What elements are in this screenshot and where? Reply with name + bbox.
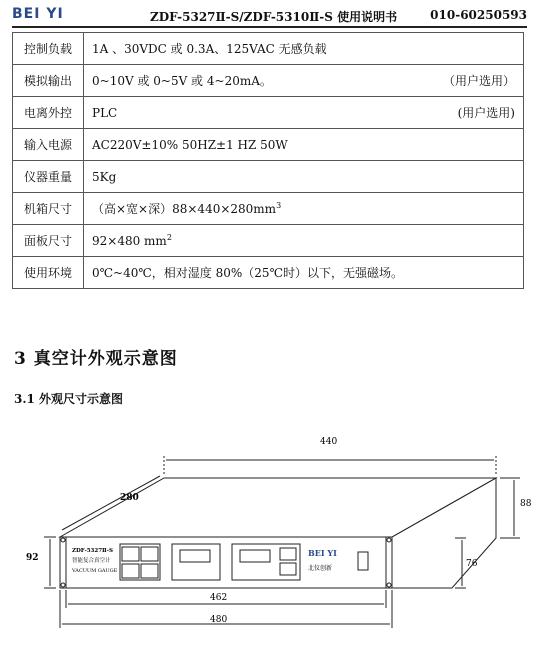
spec-row — [13, 129, 524, 161]
contact-phone: 010-60250593 — [430, 8, 527, 22]
spec-row — [13, 225, 524, 257]
subsection-heading: 3.1 外观尺寸示意图 — [14, 392, 124, 406]
dim-outer-width-label: 480 — [210, 615, 228, 625]
key-pad — [120, 544, 160, 580]
spec-value-cell — [84, 129, 524, 161]
spec-key: 控制负载 — [13, 33, 84, 65]
spec-row — [13, 97, 524, 129]
spec-key: 模拟输出 — [13, 65, 84, 97]
spec-value-cell — [84, 97, 524, 129]
spec-value — [92, 233, 172, 248]
spec-value — [92, 106, 117, 120]
brand-logo: BEI YI — [12, 6, 64, 22]
chassis-top-face — [60, 478, 496, 537]
spec-key: 面板尺寸 — [13, 225, 84, 257]
spec-value-exponent: 3 — [276, 201, 282, 210]
spec-value — [92, 170, 116, 184]
spec-note: （用户选用） — [442, 74, 515, 88]
spec-value-cell — [84, 193, 524, 225]
spec-value-cell — [84, 225, 524, 257]
spec-value — [92, 40, 327, 57]
dim-mount-height-label: 76 — [466, 559, 478, 569]
spec-row — [13, 193, 524, 225]
spec-value — [92, 72, 272, 89]
spec-key: 输入电源 — [13, 129, 84, 161]
dim-inner-width-label: 462 — [210, 593, 228, 603]
spec-value-text: 5Kg — [92, 169, 117, 184]
spec-key: 电离外控 — [13, 97, 84, 129]
spec-row — [13, 65, 524, 97]
panel-name-text: 智能复合真空计 — [72, 558, 111, 564]
spec-value-text: 92×480 mm — [92, 234, 167, 248]
spec-value-cell — [84, 257, 524, 289]
panel-brand-text: BEI YI — [308, 548, 337, 558]
chassis-side-face — [392, 478, 496, 588]
dimension-drawing — [0, 420, 537, 662]
spec-key: 仪器重量 — [13, 161, 84, 193]
dim-height-right-label: 88 — [520, 499, 532, 509]
spec-row — [13, 33, 524, 65]
spec-value-text: AC220V±10% 50HZ±1 HZ 50W — [92, 137, 288, 152]
spec-value — [92, 138, 288, 152]
spec-key: 使用环境 — [13, 257, 84, 289]
panel-model-text: ZDF-5327Ⅱ-S — [72, 548, 113, 554]
spec-value-text: 0℃~40℃，相对湿度 80%（25℃时）以下，无强磁场。 — [92, 266, 403, 280]
page-header — [0, 0, 537, 26]
spec-value-cell — [84, 65, 524, 97]
spec-value — [92, 200, 281, 217]
spec-value-cell — [84, 33, 524, 65]
document-title: ZDF-5327Ⅱ-S/ZDF-5310Ⅱ-S 使用说明书 — [150, 10, 398, 24]
spec-value-text: 0~10V 或 0~5V 或 4~20mA。 — [92, 74, 272, 88]
spec-value — [92, 264, 403, 281]
spec-value-text: （高×宽×深）88×440×280mm — [92, 202, 277, 216]
panel-subtitle-text: VACUUM GAUGE — [72, 568, 118, 574]
header-divider — [12, 26, 527, 28]
dim-depth-label: 280 — [120, 493, 139, 503]
spec-table — [12, 32, 524, 289]
spec-value-text: 1A 、30VDC 或 0.3A、125VAC 无感负载 — [92, 42, 327, 56]
dim-width-top-label: 440 — [320, 437, 338, 447]
spec-value-exponent: 2 — [166, 233, 172, 242]
panel-brand-cn-text: 北仪创新 — [308, 565, 333, 572]
spec-value-cell — [84, 161, 524, 193]
spec-key: 机箱尺寸 — [13, 193, 84, 225]
spec-note: (用户选用) — [457, 106, 515, 120]
spec-row — [13, 161, 524, 193]
power-switch — [358, 552, 368, 570]
section-heading: 3 真空计外观示意图 — [14, 349, 178, 369]
spec-row — [13, 257, 524, 289]
spec-value-text: PLC — [92, 105, 118, 120]
dim-panel-height-label: 92 — [26, 553, 39, 563]
